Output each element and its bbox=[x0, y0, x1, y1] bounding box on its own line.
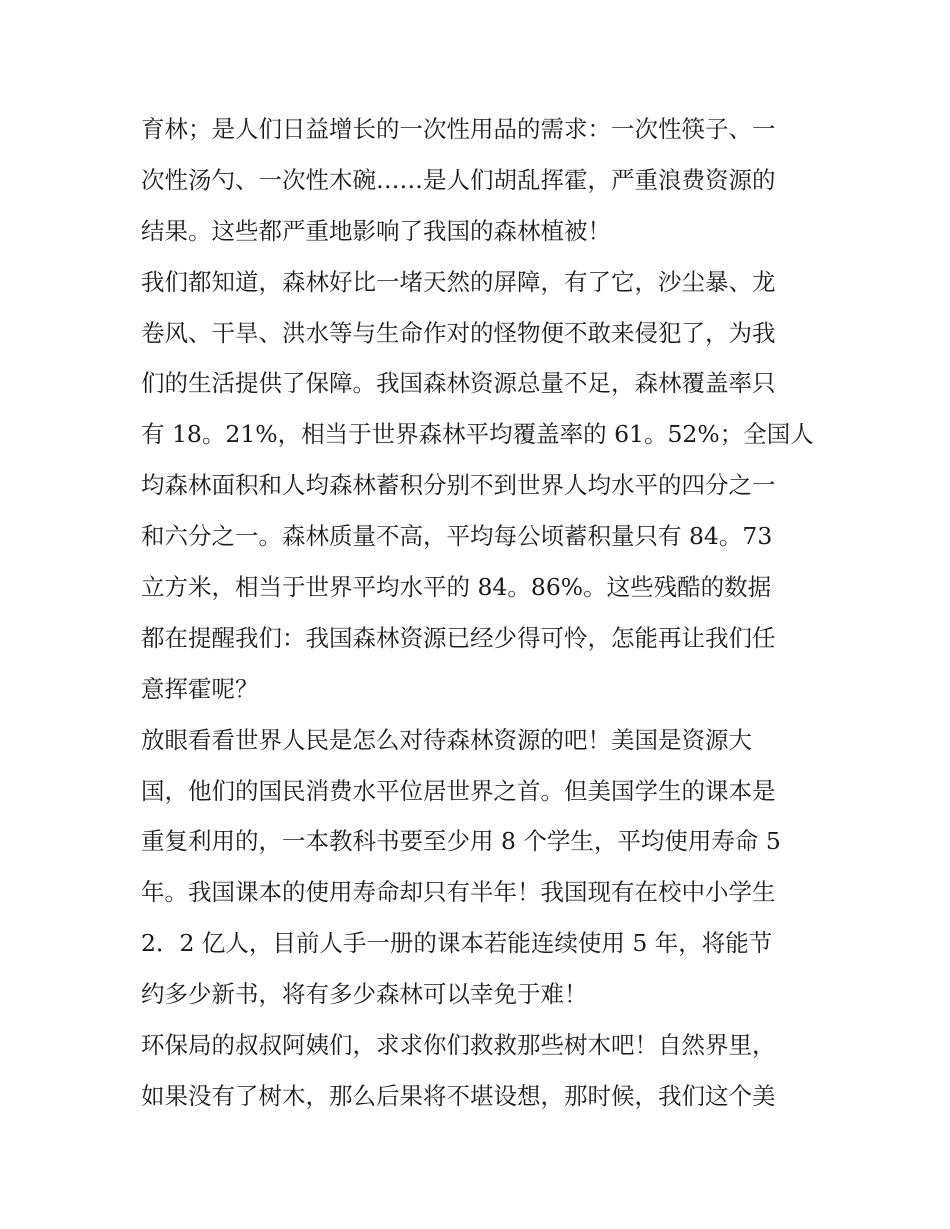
document-body bbox=[141, 104, 821, 1122]
text-line: 国，他们的国民消费水平位居世界之首。但美国学生的课本是 bbox=[141, 776, 776, 805]
text-line: 有 18。21%，相当于世界森林平均覆盖率的 61。52%；全国人 bbox=[141, 420, 814, 449]
text-line: 育林；是人们日益增长的一次性用品的需求：一次性筷子、一 bbox=[141, 115, 776, 143]
text-line: 和六分之一。森林质量不高，平均每公顷蓄积量只有 84。73 bbox=[141, 522, 773, 551]
text-line: 我们都知道，森林好比一堵天然的屏障，有了它，沙尘暴、龙 bbox=[141, 267, 776, 296]
text-line: 重复利用的，一本教科书要至少用 8 个学生，平均使用寿命 5 bbox=[141, 827, 781, 856]
text-line: 均森林面积和人均森林蓄积分别不到世界人均水平的四分之一 bbox=[141, 471, 776, 500]
text-line: 结果。这些都严重地影响了我国的森林植被！ bbox=[141, 216, 611, 245]
text-line: 2．2 亿人，目前人手一册的课本若能连续使用 5 年，将能节 bbox=[141, 929, 773, 958]
text-line: 次性汤勺、一次性木碗……是人们胡乱挥霍，严重浪费资源的 bbox=[141, 165, 776, 194]
text-line: 约多少新书，将有多少森林可以幸免于难！ bbox=[141, 980, 588, 1009]
text-line: 们的生活提供了保障。我国森林资源总量不足，森林覆盖率只 bbox=[141, 369, 776, 398]
text-line: 卷风、干旱、洪水等与生命作对的怪物便不敢来侵犯了，为我 bbox=[141, 318, 776, 347]
text-line: 都在提醒我们：我国森林资源已经少得可怜，怎能再让我们任 bbox=[141, 623, 776, 652]
text-line: 放眼看看世界人民是怎么对待森林资源的吧！美国是资源大 bbox=[141, 725, 752, 754]
text-line: 环保局的叔叔阿姨们，求求你们救救那些树木吧！自然界里， bbox=[141, 1031, 776, 1060]
text-line: 立方米，相当于世界平均水平的 84。86%。这些残酷的数据 bbox=[141, 573, 772, 602]
text-line: 意挥霍呢？ bbox=[141, 674, 259, 703]
text-line: 如果没有了树木，那么后果将不堪设想，那时候，我们这个美 bbox=[141, 1081, 776, 1110]
text-line: 年。我国课本的使用寿命却只有半年！我国现有在校中小学生 bbox=[141, 878, 776, 907]
